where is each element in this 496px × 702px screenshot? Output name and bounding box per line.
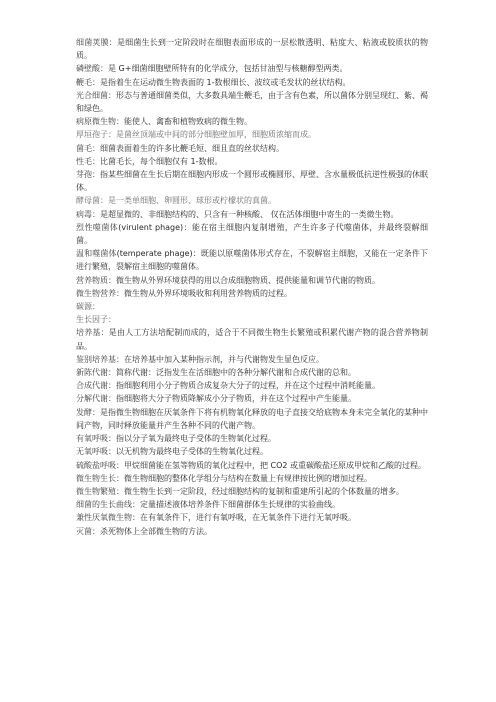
entry-text: 指以分子氧为最终电子受体的生物氧化过程。 bbox=[116, 434, 276, 444]
entry-text: 简称代谢：泛指发生在活细胞中的各种分解代谢和合成代谢的总和。 bbox=[116, 368, 356, 378]
entry-pathogen bbox=[76, 115, 428, 128]
entry-text: 甲烷细菌能在氢等物质的氧化过程中，把 CO2 或重碳酸盐还原成甲烷和乙酸的过程。 bbox=[124, 460, 427, 470]
entry-anabolism bbox=[76, 379, 428, 392]
entry-chlamydospore bbox=[76, 128, 428, 141]
entry-growth-factor bbox=[76, 313, 428, 326]
entry-anaerobic-respiration bbox=[76, 445, 428, 458]
entry-text: 能使人、禽畜和植物致病的微生物。 bbox=[124, 117, 252, 127]
entry-term: 培养基： bbox=[76, 328, 109, 338]
entry-term: 病毒： bbox=[76, 209, 100, 219]
entry-text: 定量描述液体培养条件下细菌群体生长规律的实验曲线。 bbox=[140, 500, 340, 510]
entry-sterilization bbox=[76, 525, 428, 538]
entry-term: 生长因子： bbox=[76, 315, 116, 325]
entry-term: 发酵： bbox=[76, 407, 100, 417]
entry-text: 细菌表面着生的许多比鞭毛短、细且直的丝状结构。 bbox=[100, 143, 284, 153]
entry-text: 是指微生物细胞在厌氧条件下将有机物氧化释放的电子直接交给底物本身未完全氧化的某种中间产物，同时释放能量并产生各种不同的代谢产物。 bbox=[76, 407, 428, 430]
entry-temperate-phage bbox=[76, 247, 428, 273]
entry-term: 兼性厌氧微生物： bbox=[76, 513, 140, 523]
entry-term: 性毛： bbox=[76, 156, 100, 166]
entry-term: 磷壁酸： bbox=[76, 64, 108, 74]
entry-term: 细菌荚膜： bbox=[76, 38, 117, 47]
entry-text: 形态与普通细菌类似，大多数具端生鞭毛，由于含有色素，所以菌体分别呈现红、紫、褐和绿色。 bbox=[76, 90, 428, 114]
entry-text: 微生物生长到一定阶段，经过细胞结构的复制和重建所引起的个体数量的增多。 bbox=[124, 486, 404, 496]
entry-aerobic-respiration bbox=[76, 432, 428, 445]
entry-term: 菌毛： bbox=[76, 143, 100, 153]
entry-text: 是菌丝顶端或中间的部分细胞壁加厚，细胞质浓缩而成。 bbox=[116, 130, 316, 140]
entry-term: 细菌的生长曲线： bbox=[76, 500, 140, 510]
entry-text: 比菌毛长，每个细胞仅有 1-数根。 bbox=[100, 156, 223, 166]
entry-text: 微生物从外界环境获得的用以合成细胞物质、提供能量和调节代谢的物质。 bbox=[116, 275, 380, 285]
entry-term: 微生物生长： bbox=[76, 473, 124, 483]
entry-text: (temperate phage)：既能以原噬菌体形式存在，不裂解宿主细胞，又能在一定条件下进行繁殖，裂解宿主细胞的噬菌体。 bbox=[76, 249, 429, 272]
entry-spore bbox=[76, 168, 428, 194]
entry-catabolism bbox=[76, 392, 428, 405]
entry-photosynthetic-bacteria bbox=[76, 89, 428, 115]
entry-pili bbox=[76, 142, 428, 155]
entry-nutrients bbox=[76, 274, 428, 287]
entry-term: 营养物质： bbox=[76, 275, 116, 285]
entry-text: 指某些细菌在生长后期在细胞内形成一个圆形或椭圆形、厚壁、含水量极低抗逆性极强的休眠体。 bbox=[76, 170, 428, 193]
entry-text: 是细菌生长到一定阶段时在细胞表面形成的一层松散透明、粘度大、粘液或胶质状的物质。 bbox=[76, 38, 428, 61]
entry-term: 碳源： bbox=[76, 302, 100, 312]
entry-term: 微生物营养： bbox=[76, 288, 124, 298]
document-body bbox=[76, 36, 428, 538]
entry-term: 鞭毛： bbox=[76, 77, 100, 87]
entry-term: 合成代谢： bbox=[76, 381, 116, 391]
entry-fermentation bbox=[76, 406, 428, 432]
entry-term: 新陈代谢： bbox=[76, 368, 116, 378]
entry-term: 酵母菌： bbox=[76, 196, 108, 206]
entry-text: 在有氧条件下，进行有氧呼吸，在无氧条件下进行无氧呼吸。 bbox=[140, 513, 356, 523]
entry-virus bbox=[76, 208, 428, 221]
entry-text: 指细胞将大分子物质降解成小分子物质，并在这个过程中产生能量。 bbox=[116, 394, 356, 404]
entry-text: 是指着生在运动微生物表面的 1-数根细长、波纹或毛发状的丝状结构。 bbox=[100, 77, 351, 87]
entry-term: 灭菌： bbox=[76, 526, 100, 536]
entry-carbon-source bbox=[76, 300, 428, 313]
entry-text: (virulent phage)：能在宿主细胞内复制增殖，产生许多子代噬菌体，并最终裂解细菌。 bbox=[76, 222, 428, 246]
entry-medium bbox=[76, 326, 428, 352]
entry-teichoic-acid bbox=[76, 62, 428, 75]
entry-term: 芽孢： bbox=[76, 170, 100, 180]
entry-text: 以无机物为最终电子受体的生物氧化过程。 bbox=[116, 447, 268, 457]
entry-flagellum bbox=[76, 76, 428, 89]
entry-text: 是 G+细菌细胞壁所特有的化学成分，包括甘油型与核糖醇型两类。 bbox=[108, 64, 348, 74]
entry-text: 微生物从外界环境吸收和利用营养物质的过程。 bbox=[124, 288, 292, 298]
entry-sex-pili bbox=[76, 155, 428, 168]
entry-virulent-phage bbox=[76, 221, 428, 247]
entry-text: 在培养基中加入某种指示剂，并与代谢物发生显色反应。 bbox=[124, 354, 324, 364]
entry-growth-curve bbox=[76, 498, 428, 511]
entry-differential-medium bbox=[76, 353, 428, 366]
entry-metabolism bbox=[76, 366, 428, 379]
entry-text: 杀死物体上全部微生物的方法。 bbox=[100, 526, 212, 536]
entry-text: 指细胞利用小分子物质合成复杂大分子的过程，并在这个过程中消耗能量。 bbox=[116, 381, 380, 391]
entry-microbial-growth bbox=[76, 472, 428, 485]
entry-microbial-nutrition bbox=[76, 287, 428, 300]
entry-text: 是由人工方法培配制而成的，适合于不同微生物生长繁殖或积累代谢产物的混合营养物制品。 bbox=[76, 328, 428, 351]
entry-term: 硫酸盐呼吸： bbox=[76, 460, 124, 470]
entry-text: 是超显微的、非细胞结构的、只含有一种核酸、 仅在活体细胞中寄生的一类微生物。 bbox=[100, 209, 399, 219]
entry-term: 温和噬菌体 bbox=[76, 249, 117, 259]
entry-term: 有氧呼吸： bbox=[76, 434, 116, 444]
entry-text: 微生物细胞的整体化学组分与结构在数量上有规律按比例的增加过程。 bbox=[124, 473, 372, 483]
entry-term: 厚垣孢子： bbox=[76, 130, 116, 140]
entry-text: 是一类单细胞、卵圆形、球形或柠檬状的真菌。 bbox=[108, 196, 276, 206]
entry-yeast bbox=[76, 194, 428, 207]
entry-term: 分解代谢： bbox=[76, 394, 116, 404]
entry-term: 烈性噬菌体 bbox=[76, 222, 119, 232]
entry-term: 光合细菌： bbox=[76, 90, 116, 100]
entry-term: 微生物繁殖： bbox=[76, 486, 124, 496]
entry-microbial-reproduction bbox=[76, 485, 428, 498]
entry-capsule bbox=[76, 36, 428, 62]
entry-term: 无氧呼吸： bbox=[76, 447, 116, 457]
entry-term: 鉴别培养基： bbox=[76, 354, 124, 364]
entry-sulfate-respiration bbox=[76, 459, 428, 472]
entry-term: 病原微生物： bbox=[76, 117, 124, 127]
entry-facultative-anaerobe bbox=[76, 511, 428, 524]
